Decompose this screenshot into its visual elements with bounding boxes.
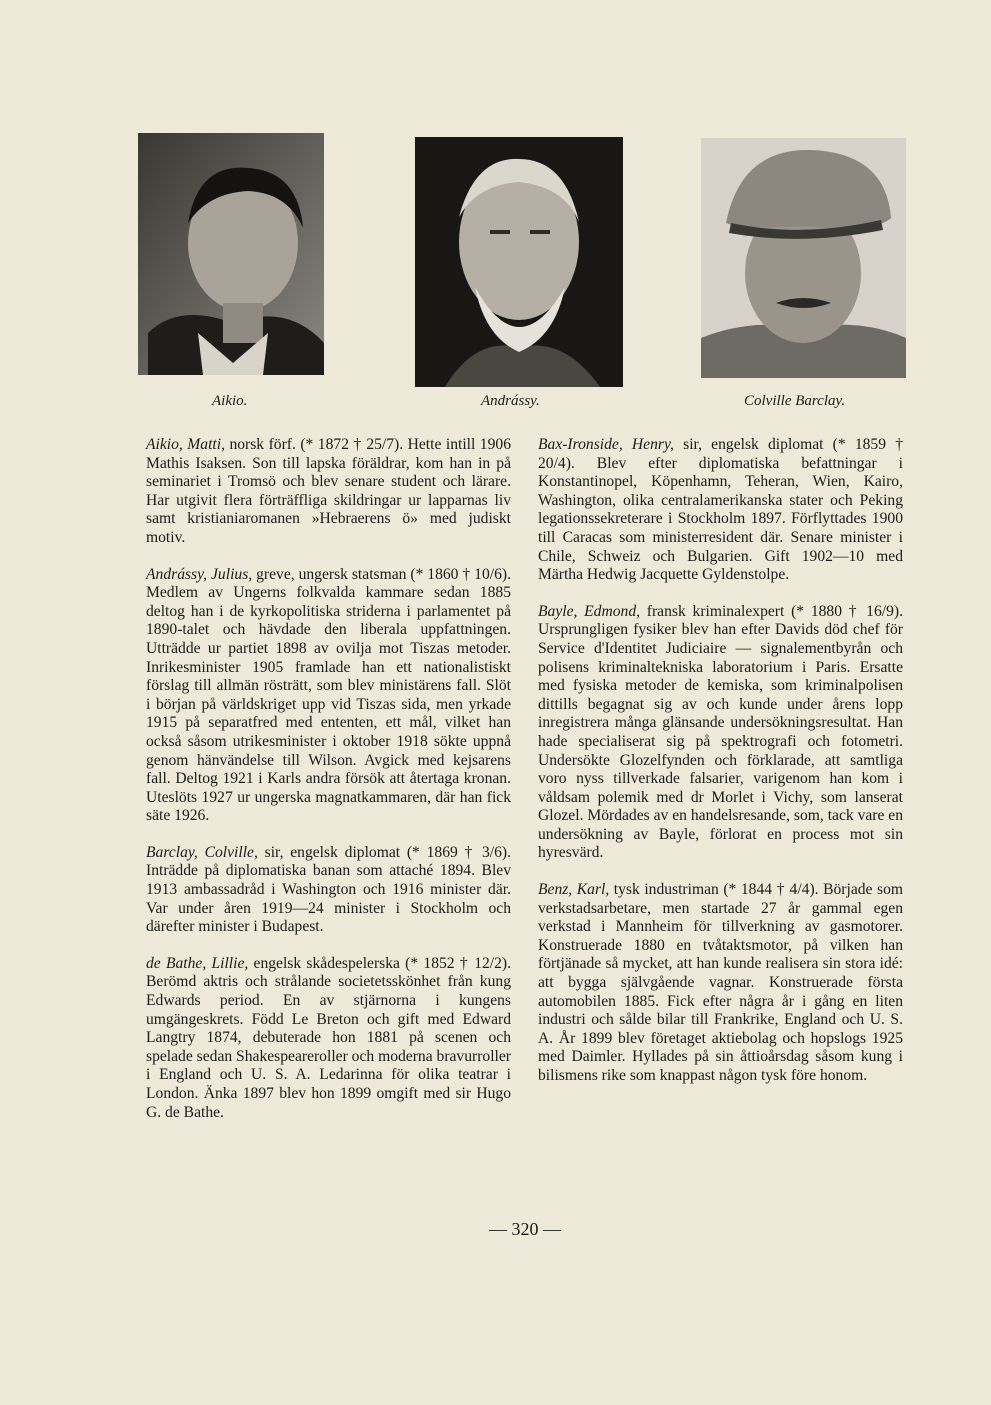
entry-text: norsk förf. (* 1872 † 25/7). Hette intill 1906 Mathis Isaksen. Son till lapska föräldrar, kom han in på seminariet i Tromsö och blev senare student och lärare. Har utgivit flera förträffliga skildringar ur lapparnas liv samt kristianiaromanen »Hebraerens ö» med judiskt motiv. xyxy=(146,436,511,546)
caption-barclay: Colville Barclay. xyxy=(744,393,846,409)
page-number: — 320 — xyxy=(489,1219,561,1239)
entry-text: sir, engelsk diplomat (* 1859 † 20/4). Blev efter diplomatiska befattningar i Konstantinopel, Köpenhamn, Teheran, Wien, Kairo, Washington, olika centralamerikanska stater och Peking legationssekreterare i Stockholm 1897. Förflyttades 1900 till Caracas som ministerresident där. Senare minister i Chile, Schweiz och Bulgarien. Gift 1902—10 med Märtha Hedwig Jacquette Gyldenstolpe. xyxy=(538,436,903,584)
entry-de-bathe xyxy=(146,955,511,1122)
entry-text: fransk kriminalexpert (* 1880 † 16/9). Ursprungligen fysiker blev han efter Davids död chef för Service d'Identitet Judiciaire — signalementbyrån och polisens kriminaltekniska laboratorium i Paris. Ersatte med fysiska metoder de kemiska, som kriminalpolisen dittills begagnat sig av och kunde under årens lopp inregistrera många glänsande undersökningsresultat. Han hade specialiserat sig på spektrografi och fotometri. Undersökte Glozelfynden och förklarade, att samtliga voro nyss tillverkade falsarier, varigenom han kom i våldsam polemik med dr Morlet i Vichy, som lanserat Glozel. Mördades av en handelsresande, som, tack vare en undersökning av Bayle, förlorat en process mot sin hyresvärd. xyxy=(538,602,904,862)
portrait-colville-barclay xyxy=(701,138,906,378)
right-column xyxy=(538,436,903,1104)
entry-name: de Bathe, Lillie, xyxy=(146,954,249,972)
entry-barclay xyxy=(146,844,511,937)
entry-text: sir, engelsk diplomat (* 1869 † 3/6). Inträdde på diplomatiska banan som attaché 1894. Blev 1913 ambassadråd i Washington och 1916 minister där. Var under åren 1919—24 minister i Stockholm och därefter minister i Budapest. xyxy=(146,843,511,936)
entry-bax-ironside xyxy=(538,436,903,585)
left-column xyxy=(146,436,511,1140)
entry-aikio xyxy=(146,436,511,548)
entry-name: Bayle, Edmond, xyxy=(538,602,641,620)
entry-name: Benz, Karl, xyxy=(538,881,610,899)
portrait-andrassy xyxy=(415,137,623,387)
caption-andrassy: Andrássy. xyxy=(481,393,540,409)
entry-text: tysk industriman (* 1844 † 4/4). Började som verkstadsarbetare, men startade 27 år gammal egen verkstad i Mannheim för tillverkning av gasmotorer. Konstruerade 1880 en tvåtaktsmotor, på vilken han förtjänade så mycket, att han kunde realisera sin stora idé: att bygga självgående vagnar. Konstruerade första automobilen 1885. Fick efter några år i gång en liten industri och sålde bilar till Frankrike, England och U. S. A. År 1899 blev företaget aktiebolag och hopslogs 1925 med Daimler. Hyllades på sin åttioårsdag såsom kung i bilismens rike som knappast någon tysk före honom. xyxy=(538,881,904,1084)
entry-benz xyxy=(538,881,903,1086)
entry-name: Aikio, Matti, xyxy=(146,436,225,453)
entry-andrassy xyxy=(146,566,511,826)
entry-bayle xyxy=(538,603,903,863)
portrait-aikio xyxy=(138,133,324,375)
entry-text: engelsk skådespelerska (* 1852 † 12/2). Berömd aktris och strålande societetsskönhet från kung Edwards period. En av stjärnorna i kungens umgängeskrets. Född Le Breton och gift med Edward Langtry 1874, debuterade hon 1881 på scenen och spelade sedan Shakespeareroller och moderna bravurroller i England och U. S. A. Ledarinna för olika teatrar i London. Änka 1897 blev hon 1899 omgift med sir Hugo G. de Bathe. xyxy=(146,954,512,1121)
entry-name: Bax-Ironside, Henry, xyxy=(538,436,674,453)
entry-name: Andrássy, Julius, xyxy=(146,565,253,583)
entry-name: Barclay, Colville, xyxy=(146,843,258,861)
entry-text: greve, ungersk statsman (* 1860 † 10/6). Medlem av Ungerns folkvalda kammare sedan 1885 deltog han i de kyrkopolitiska striderna i parlamentet på 1890-talet och hävdade den liberala uppfattningen. Utträdde ur partiet 1898 av ovilja mot Tiszas metoder. Inrikesminister 1905 framlade han ett nationalistiskt förslag till allmän rösträtt, som blev ministärens fall. Slöt i början på världskriget upp vid Tiszas sida, men yrkade 1915 på separatfred med ententen, ett mål, vilket han också såsom utrikesminister i oktober 1918 sökte uppnå genom hänvändelse till Wilson. Avgick med kejsarens fall. Deltog 1921 i Karls andra försök att återtaga kronan. Uteslöts 1927 ur ungerska magnatkammaren, där han fick säte 1926. xyxy=(146,565,511,825)
caption-aikio: Aikio. xyxy=(212,393,248,409)
